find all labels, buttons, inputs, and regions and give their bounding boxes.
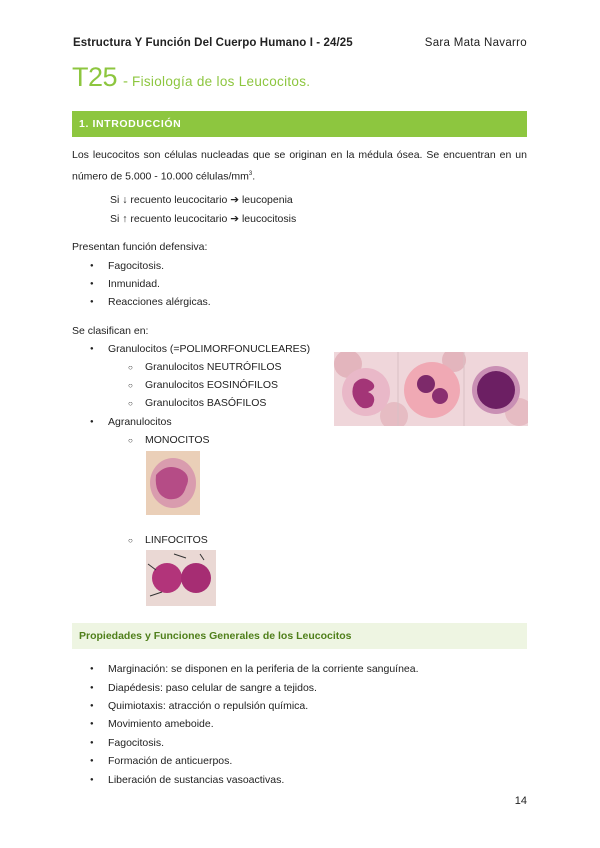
intro-superscript: 3 (248, 171, 253, 177)
granulocyte-type-item: ○ Granulocitos BASÓFILOS (145, 394, 266, 413)
lymphocytes-image (146, 550, 216, 606)
page-number: 14 (514, 795, 527, 807)
granulocytes-image (334, 352, 528, 426)
class-intro: Se clasifican en: (72, 325, 149, 337)
agranulocytes-item: ● Agranulocitos (108, 413, 172, 432)
function-item: ● Reacciones alérgicas. (108, 293, 211, 312)
function-intro: Presentan función defensiva: (72, 241, 208, 253)
property-item: ● Fagocitosis. (108, 734, 164, 753)
property-item: ● Marginación: se disponen en la periferia de la corriente sanguínea. (108, 660, 419, 679)
title-dash: - (123, 73, 129, 90)
count-line-leucopenia: Si ↓ recuento leucocitario ➔ leucopenia (110, 194, 293, 206)
monocytes-item: ○ MONOCITOS (145, 431, 210, 450)
property-item: ● Liberación de sustancias vasoactivas. (108, 771, 284, 790)
section-heading-properties: Propiedades y Funciones Generales de los Leucocitos (72, 623, 527, 649)
page-title (72, 62, 310, 93)
title-subtitle: Fisiología de los Leucocitos. (132, 74, 311, 89)
lymphocytes-item: ○ LINFOCITOS (145, 531, 208, 550)
monocyte-image (146, 451, 200, 515)
property-item: ● Quimiotaxis: atracción o repulsión química. (108, 697, 308, 716)
intro-end: . (252, 170, 256, 183)
intro-paragraph (72, 146, 527, 187)
intro-text: Los leucocitos son células nucleadas que se originan en la médula ósea. Se encuentran en un número de 5.000 - 10.000 células/mm (72, 149, 527, 183)
granulocyte-type-item: ○ Granulocitos NEUTRÓFILOS (145, 358, 282, 377)
function-item: ● Inmunidad. (108, 275, 160, 294)
granulocyte-type-item: ○ Granulocitos EOSINÓFILOS (145, 376, 278, 395)
count-line-leucocitosis: Si ↑ recuento leucocitario ➔ leucocitosis (110, 213, 297, 225)
property-item: ● Formación de anticuerpos. (108, 752, 232, 771)
function-item: ● Fagocitosis. (108, 257, 164, 276)
title-code: T25 (72, 62, 118, 92)
granulocytes-item: ● Granulocitos (=POLIMORFONUCLEARES) (108, 340, 310, 359)
property-item: ● Movimiento ameboide. (108, 715, 214, 734)
property-item: ● Diapédesis: paso celular de sangre a tejidos. (108, 679, 317, 698)
header-author: Sara Mata Navarro (424, 37, 527, 49)
header-course: Estructura Y Función Del Cuerpo Humano I - 24/25 (73, 37, 353, 49)
section-heading-intro: 1. INTRODUCCIÓN (72, 111, 527, 137)
